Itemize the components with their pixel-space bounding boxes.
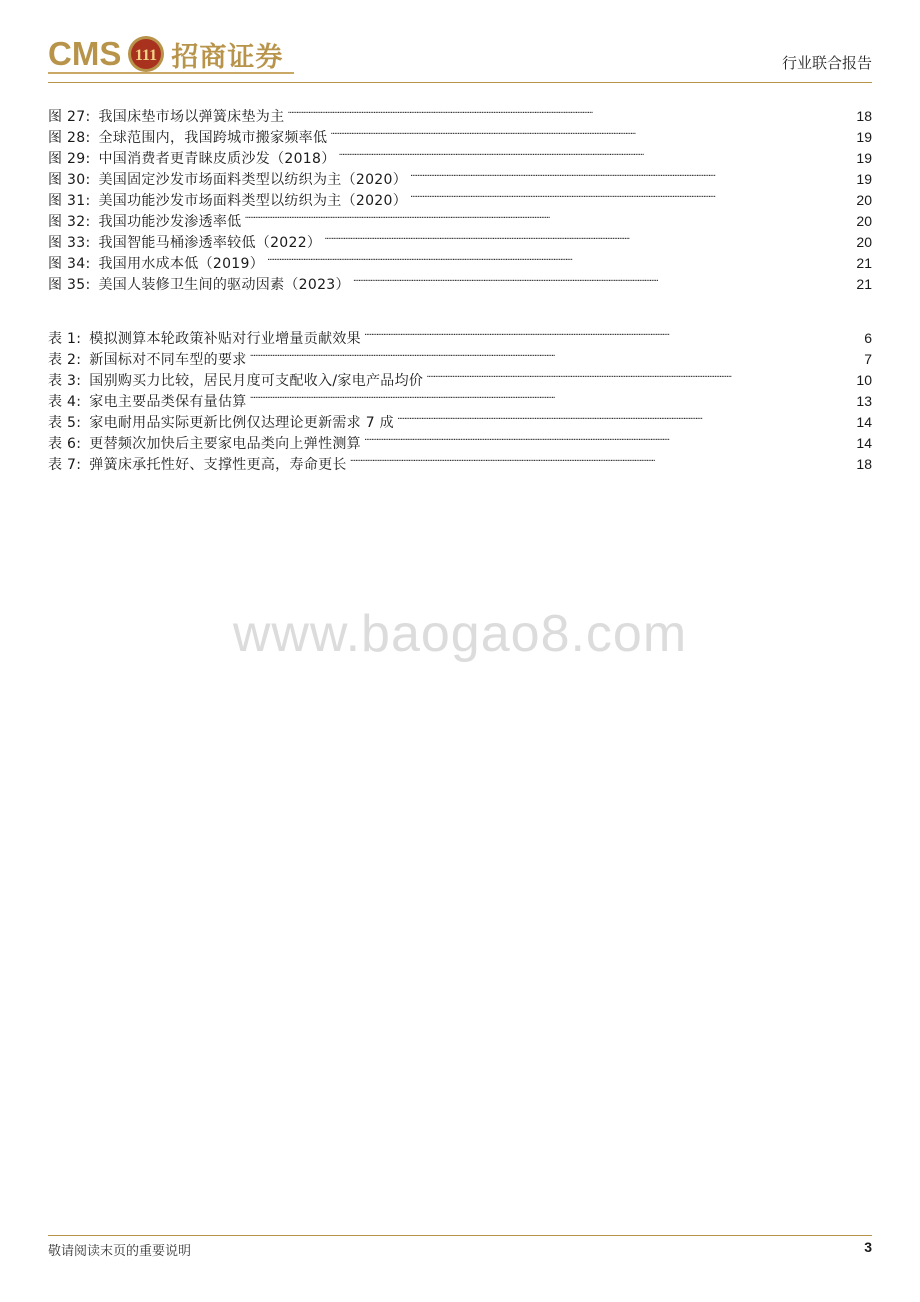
table-number-label: 表 4: <box>48 394 82 410</box>
figure-number-label: 图 29: <box>48 151 91 167</box>
footer-disclaimer-note: 敬请阅读末页的重要说明 <box>48 1244 192 1259</box>
table-number-label: 表 2: <box>48 352 82 368</box>
table-number-label: 表 3: <box>48 373 82 389</box>
logo-badge-icon <box>127 35 165 73</box>
figure-number-label: 图 32: <box>48 214 91 230</box>
table-title: 家电耐用品实际更新比例仅达理论更新需求 7 成 <box>89 415 394 431</box>
table-title: 更替频次加快后主要家电品类向上弹性测算 <box>89 436 361 452</box>
logo-company-name: 招商证券 <box>171 41 284 73</box>
figure-title: 我国功能沙发渗透率低 <box>98 214 242 230</box>
figure-number-label: 图 35: <box>48 277 91 293</box>
figure-number-label: 图 30: <box>48 172 91 188</box>
table-number-label: 表 5: <box>48 415 82 431</box>
dot-leader <box>339 142 854 163</box>
table-title: 家电主要品类保有量估算 <box>89 394 247 410</box>
table-page-number: 18 <box>856 456 872 472</box>
watermark: www.baogao8.com <box>232 605 688 663</box>
figure-number-label: 图 33: <box>48 235 91 251</box>
table-list <box>48 322 872 473</box>
figure-title: 美国固定沙发市场面料类型以纺织为主（2020） <box>98 172 408 188</box>
dot-leader <box>250 343 862 364</box>
dot-leader <box>330 121 853 142</box>
figure-title: 美国功能沙发市场面料类型以纺织为主（2020） <box>98 193 408 209</box>
table-title: 国别购买力比较，居民月度可支配收入/家电产品均价 <box>89 373 424 389</box>
figure-number-label: 图 31: <box>48 193 91 209</box>
figure-number-label: 图 28: <box>48 130 91 146</box>
page-header <box>48 30 872 80</box>
logo-underline <box>48 72 294 74</box>
figure-page-number: 19 <box>856 150 872 166</box>
table-page-number: 14 <box>856 435 872 451</box>
table-toc-entry[interactable] <box>48 322 872 347</box>
dot-leader <box>397 406 853 427</box>
figure-title: 我国智能马桶渗透率较低（2022） <box>98 235 322 251</box>
figure-page-number: 19 <box>856 129 872 145</box>
figure-page-number: 20 <box>856 213 872 229</box>
table-title: 弹簧床承托性好、支撑性更高，寿命更长 <box>89 457 347 473</box>
figure-title: 我国床垫市场以弹簧床垫为主 <box>98 109 285 125</box>
header-divider <box>48 82 872 83</box>
figure-toc-entry[interactable] <box>48 100 872 125</box>
dot-leader <box>350 448 854 469</box>
figure-page-number: 21 <box>856 276 872 292</box>
figure-page-number: 20 <box>856 234 872 250</box>
logo-cms-text: CMS <box>48 35 122 72</box>
dot-leader <box>364 427 853 448</box>
dot-leader <box>353 268 854 289</box>
table-page-number: 13 <box>856 393 872 409</box>
dot-leader <box>267 247 853 268</box>
table-page-number: 7 <box>864 351 872 367</box>
figure-page-number: 20 <box>856 192 872 208</box>
dot-leader <box>250 385 854 406</box>
figure-title: 美国人装修卫生间的驱动因素（2023） <box>98 277 350 293</box>
dot-leader <box>426 364 853 385</box>
footer-divider <box>48 1235 872 1236</box>
table-page-number: 14 <box>856 414 872 430</box>
dot-leader <box>324 226 853 247</box>
figure-page-number: 19 <box>856 171 872 187</box>
dot-leader <box>244 205 853 226</box>
table-number-label: 表 7: <box>48 457 82 473</box>
figure-title: 我国用水成本低（2019） <box>98 256 265 272</box>
company-logo <box>48 32 283 76</box>
dot-leader <box>410 184 853 205</box>
figure-page-number: 18 <box>856 108 872 124</box>
logo-badge-text: 111 <box>135 47 158 64</box>
page-number: 3 <box>864 1239 872 1255</box>
table-number-label: 表 6: <box>48 436 82 452</box>
table-title: 新国标对不同车型的要求 <box>89 352 247 368</box>
table-page-number: 10 <box>856 372 872 388</box>
figure-list <box>48 100 872 293</box>
figure-title: 全球范围内，我国跨城市搬家频率低 <box>98 130 328 146</box>
report-type-label: 行业联合报告 <box>781 54 872 72</box>
dot-leader <box>287 100 853 121</box>
figure-title: 中国消费者更青睐皮质沙发（2018） <box>98 151 336 167</box>
dot-leader <box>364 322 861 343</box>
figure-number-label: 图 34: <box>48 256 91 272</box>
table-title: 模拟测算本轮政策补贴对行业增量贡献效果 <box>89 331 361 347</box>
table-number-label: 表 1: <box>48 331 82 347</box>
figure-page-number: 21 <box>856 255 872 271</box>
dot-leader <box>410 163 853 184</box>
table-page-number: 6 <box>864 330 872 346</box>
figure-number-label: 图 27: <box>48 109 91 125</box>
